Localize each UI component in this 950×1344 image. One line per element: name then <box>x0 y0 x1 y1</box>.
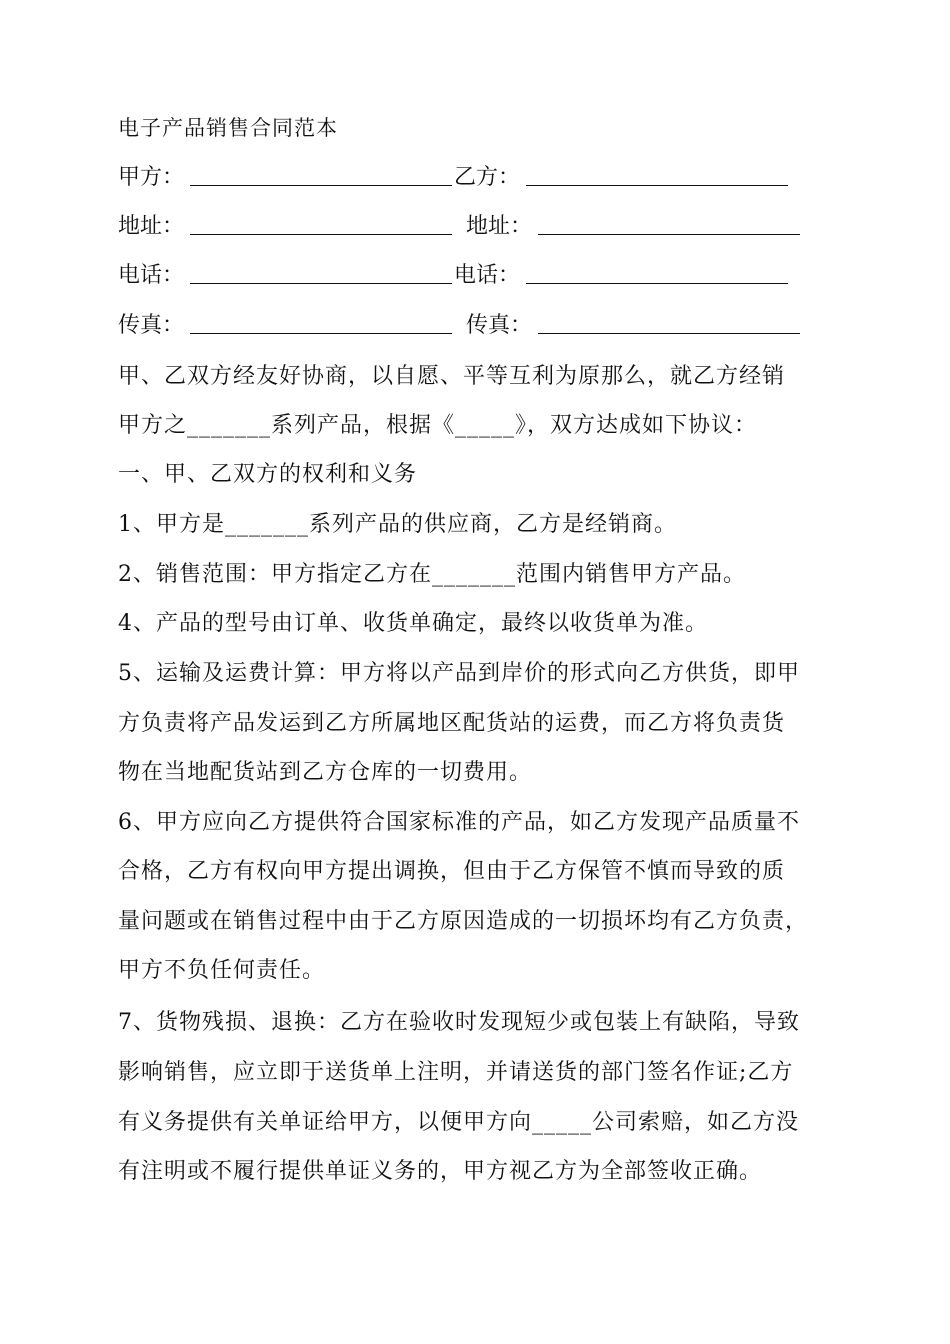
party-a-address-label: 地址： <box>118 214 185 239</box>
section-heading: 一、甲、乙双方的权利和义务 <box>118 462 418 487</box>
clause-7-cont: 有注明或不履行提供单证义务的，甲方视乙方为全部签收正确。 <box>118 1159 763 1184</box>
body-line: 甲、乙双方经友好协商，以自愿、平等互利为原那么，就乙方经销 <box>118 364 786 389</box>
party-a-phone-blank <box>190 261 452 284</box>
party-a-phone-label: 电话： <box>118 263 185 288</box>
clause-6-cont: 合格，乙方有权向甲方提出调换，但由于乙方保管不慎而导致的质 <box>118 859 786 884</box>
party-b-phone-label: 电话： <box>454 263 521 288</box>
party-b-address-label: 地址： <box>466 214 533 239</box>
clause-7-cont: 影响销售，应立即于送货单上注明，并请送货的部门签名作证;乙方 <box>118 1060 794 1085</box>
party-a-blank <box>190 163 452 186</box>
party-b-fax-label: 传真： <box>466 313 533 338</box>
document-title: 电子产品销售合同范本 <box>118 116 338 140</box>
party-a-fax-blank <box>190 311 452 334</box>
party-b-label: 乙方： <box>454 165 521 190</box>
party-a-fax-label: 传真： <box>118 313 185 338</box>
clause-5-cont: 方负责将产品发运到乙方所属地区配货站的运费，而乙方将负责货 <box>118 711 786 736</box>
clause-1: 1、甲方是_______系列产品的供应商，乙方是经销商。 <box>118 512 677 537</box>
clause-6-cont: 甲方不负任何责任。 <box>118 958 326 983</box>
clause-5: 5、运输及运费计算：甲方将以产品到岸价的形式向乙方供货，即甲 <box>118 661 800 686</box>
party-b-address-blank <box>538 212 800 235</box>
body-line: 甲方之_______系列产品，根据《_____》，双方达成如下协议： <box>118 413 758 438</box>
clause-4: 4、产品的型号由订单、收货单确定，最终以收货单为准。 <box>118 611 708 636</box>
party-b-fax-blank <box>538 311 800 334</box>
party-b-blank <box>526 163 788 186</box>
clause-7: 7、货物残损、退换：乙方在验收时发现短少或包装上有缺陷，导致 <box>118 1010 800 1035</box>
clause-6-cont: 量问题或在销售过程中由于乙方原因造成的一切损坏均有乙方负责， <box>118 909 809 934</box>
clause-5-cont: 物在当地配货站到乙方仓库的一切费用。 <box>118 760 533 785</box>
party-a-address-blank <box>190 212 452 235</box>
clause-6: 6、甲方应向乙方提供符合国家标准的产品，如乙方发现产品质量不 <box>118 810 800 835</box>
clause-7-cont: 有义务提供有关单证给甲方，以便甲方向_____公司索赔，如乙方没 <box>118 1110 800 1135</box>
clause-2: 2、销售范围：甲方指定乙方在_______范围内销售甲方产品。 <box>118 562 746 587</box>
party-a-label: 甲方： <box>118 165 185 190</box>
party-b-phone-blank <box>526 261 788 284</box>
